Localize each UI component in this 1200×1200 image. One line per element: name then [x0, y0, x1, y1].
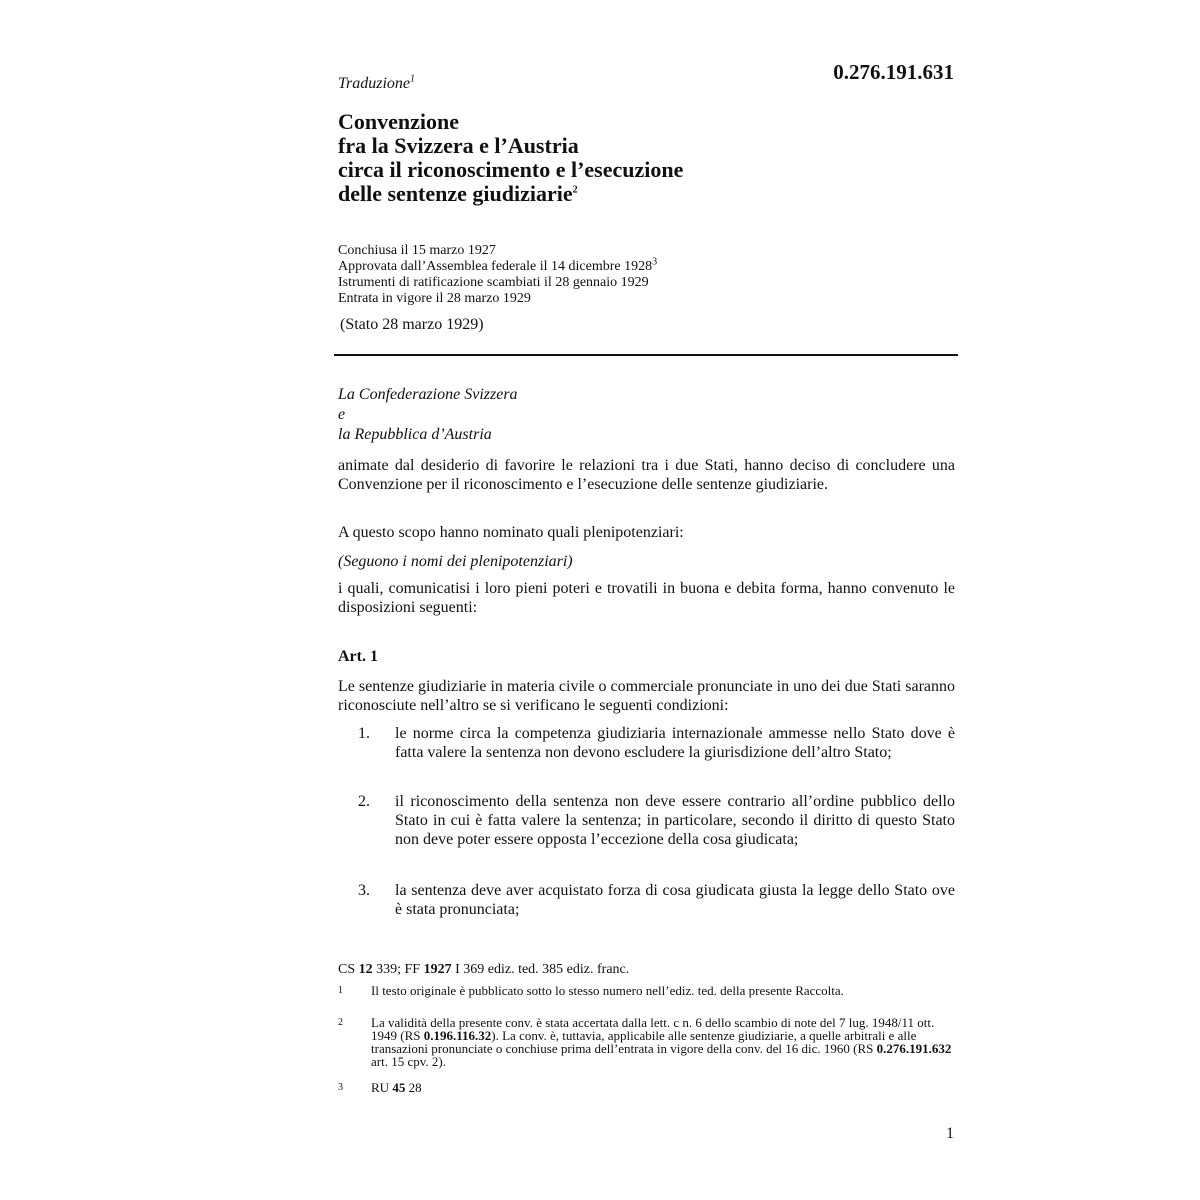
article-heading: Art. 1 [338, 648, 378, 665]
footnote-ref-3[interactable]: 3 [652, 256, 658, 268]
footnote-text [371, 1016, 956, 1068]
footnote-text [371, 1081, 956, 1094]
horizontal-divider [334, 354, 958, 356]
source-footnote [338, 962, 629, 978]
title-line: Convenzione [338, 109, 459, 134]
ru-volume: 45 [392, 1080, 406, 1095]
source-text: I 369 ediz. ted. 385 ediz. franc. [451, 962, 630, 977]
approval-date [338, 256, 658, 275]
footnote-ref-2[interactable]: 2 [572, 184, 578, 196]
footnote-text-part: La validità della presente conv. è stata accertata dalla lett. c n. 6 dello scambio di note del 7 lug. 1948/11 ott. 1949 (RS [371, 1015, 935, 1043]
footnote-text-part: RU [371, 1080, 393, 1095]
status-date: (Stato 28 marzo 1929) [340, 316, 484, 333]
preamble-paragraph: i quali, comunicatisi i loro pieni poteri e trovatili in buona e debita forma, hanno convenuto le disposizioni seguenti: [338, 580, 955, 616]
approval-text: Approvata dall’Assemblea federale il 14 dicembre 1928 [338, 259, 653, 274]
title-line: fra la Svizzera e l’Austria [338, 133, 579, 158]
party-conjunction: e [338, 406, 346, 423]
title-line: circa il riconoscimento e l’esecuzione [338, 157, 684, 182]
document-metadata [338, 243, 657, 307]
footnote-text-part: ). La conv. è, tuttavia, applicabile alle sentenze giudiziarie, a quelle arbitrali e alle transazioni pronunciate o conchiuse prima dell’entrata in vigore della conv. del 16 dic. 1960 (RS [371, 1028, 917, 1056]
sr-reference-link[interactable]: 0.276.191.632 [876, 1041, 952, 1056]
footnote-number: 3 [338, 1082, 343, 1093]
translation-label [338, 75, 415, 93]
ratification-date: Istrumenti di ratificazione scambiati il 28 gennaio 1929 [338, 275, 649, 290]
party-austria: la Repubblica d’Austria [338, 426, 492, 443]
footnote-text-part: 28 [405, 1080, 422, 1095]
condition-text: le norme circa la competenza giudiziaria internazionale ammesse nello Stato dove è fatta valere la sentenza non devono escludere la giurisdizione dell’altro Stato; [395, 725, 955, 761]
contracting-parties [338, 385, 518, 445]
title-line [338, 182, 858, 206]
article-intro: Le sentenze giudiziarie in materia civile o commerciale pronunciate in uno dei due Stati saranno riconosciute nell’altro se si verificano le seguenti condizioni: [338, 678, 955, 714]
footnote-text: Il testo originale è pubblicato sotto lo stesso numero nell’ediz. ted. della presente Raccolta. [371, 983, 844, 998]
condition-text: il riconoscimento della sentenza non deve essere contrario all’ordine pubblico dello Stato in cui è fatta valere la sentenza; in particolare, secondo il diritto di questo Stato non deve poter essere opposta l’eccezione della cosa giudicata; [395, 793, 955, 848]
condition-number: 1. [358, 725, 370, 742]
condition-number: 2. [358, 793, 370, 810]
condition-text: la sentenza deve aver acquistato forza di cosa giudicata giusta la legge dello Stato ove è stata pronunciata; [395, 882, 955, 918]
preamble-paragraph: animate dal desiderio di favorire le relazioni tra i due Stati, hanno deciso di concludere una Convenzione per il riconoscimento e l’esecuzione delle sentenze giudiziarie. [338, 457, 955, 493]
preamble-paragraph: A questo scopo hanno nominato quali plenipotenziari: [338, 524, 684, 541]
source-volume: 12 [358, 962, 373, 977]
footnote-number: 2 [338, 1017, 343, 1028]
party-switzerland: La Confederazione Svizzera [338, 386, 518, 403]
footnote-number: 1 [338, 985, 343, 996]
plenipotentiaries-note: (Seguono i nomi dei plenipotenziari) [338, 553, 573, 570]
concluded-date: Conchiusa il 15 marzo 1927 [338, 243, 496, 258]
translation-text: Traduzione [338, 75, 411, 92]
source-text: CS [338, 962, 359, 977]
entry-into-force-date: Entrata in vigore il 28 marzo 1929 [338, 291, 531, 306]
condition-number: 3. [358, 882, 370, 899]
sr-number: 0.276.191.631 [833, 60, 954, 84]
source-year: 1927 [423, 962, 452, 977]
footnote-ref-1[interactable]: 1 [410, 73, 416, 85]
sr-reference-link[interactable]: 0.196.116.32 [423, 1028, 492, 1043]
document-title [338, 110, 858, 206]
footnote-text-part: art. 15 cpv. 2). [371, 1054, 446, 1069]
source-text: 339; FF [372, 962, 424, 977]
title-line-text: delle sentenze giudiziarie [338, 181, 573, 206]
page-number: 1 [946, 1125, 954, 1142]
